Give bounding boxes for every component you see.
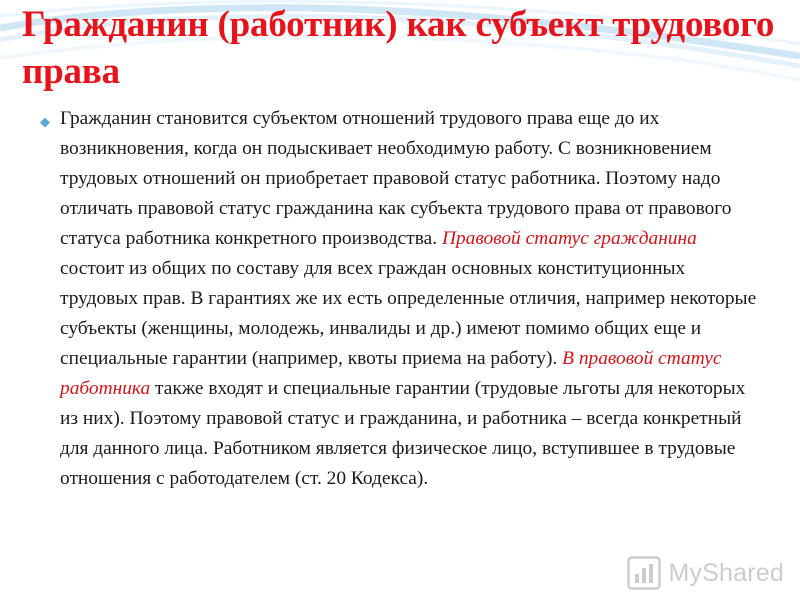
watermark xyxy=(627,556,784,590)
content-body xyxy=(40,104,762,494)
bullet-marker-icon: ◆ xyxy=(40,114,50,129)
paragraph-segment: также входят и специальные гарантии (трудовые льготы для некоторых из них). Поэтому правовой статус и гражданина, и работника – всегда конкретный для данного лица. Работником является физическое лицо, вступившее в трудовые отношения с работодателем (ст. 20 Кодекса). xyxy=(60,377,746,489)
bullet-paragraph xyxy=(40,104,762,494)
page-title: Гражданин (работник) как субъект трудового права xyxy=(22,4,775,92)
watermark-label: MyShared xyxy=(668,558,784,587)
chart-bar-icon xyxy=(627,556,661,590)
paragraph-segment: Гражданин становится субъектом отношений трудового права еще до их возникновения, когда он подыскивает необходимую работу. С возникновением трудовых отношений он приобретает правовой статус работника. Поэтому надо отличать правовой статус гражданина как субъекта трудового права от правового статуса работника конкретного производства. xyxy=(60,108,732,249)
paragraph-text xyxy=(60,104,762,494)
paragraph-segment-emphasis: Правовой статус гражданина xyxy=(441,227,697,249)
paragraph-segment-emphasis: В xyxy=(557,347,579,369)
paragraph-segment: состоит из общих по составу для всех граждан основных конституционных трудовых прав. В гарантиях же их есть определенные отличия, например некоторые субъекты (женщины, молодежь, инвалиды и др.) имеют помимо общих еще и специальные гарантии (например, квоты приема на работу). xyxy=(60,257,757,369)
paragraph-segment-emphasis: правовой статус работника xyxy=(60,347,722,399)
